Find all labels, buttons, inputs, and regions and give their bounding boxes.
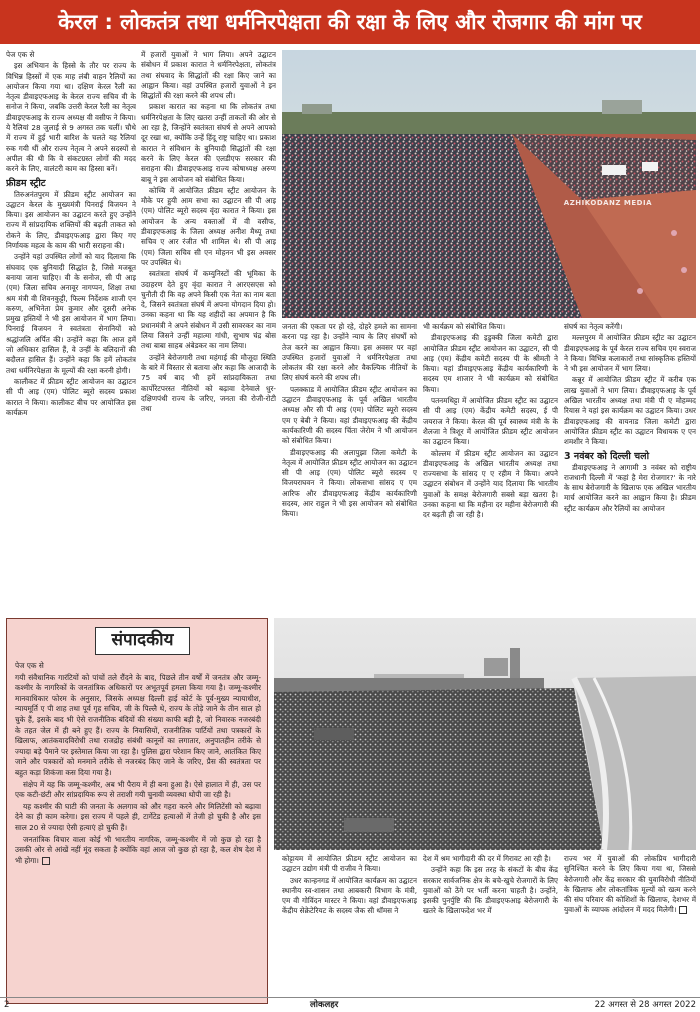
article-paragraph: मल्लपुरम में आयोजित फ्रीडम स्ट्रीट का उद्घाटन डीवाइएफआइ के पूर्व केरल राज्य सचिव एम स्वराज ने किया। विभिन्न कलाकारों तथा सांस्कृतिक हस्तियों ने भी इस आयोजन में भाग लिया। [564,333,696,374]
photo-watermark: AZHIKODANZ MEDIA [563,199,652,207]
article-paragraph: कन्नूर में आयोजित फ्रीडम स्ट्रीट में करीब एक लाख युवाओं ने भाग लिया। डीवाइएफआइ के पूर्व अखिल भारतीय अध्यक्ष तथा मंत्री पी ए मोहम्मद रियास ने यहां इस कार्यक्रम का उद्घाटन किया। उधर डीवाइएफआइ की वायनाड जिला कमेटी द्वारा आयोजित फ्रीडम स्ट्रीट का उद्घाटन विधायक ए एन शमशीर ने किया। [564,375,696,447]
article-paragraph: भी कार्यक्रम को संबोधित किया। [423,322,506,331]
article-paragraph: कोच्चि में आयोजित फ्रीडम स्ट्रीट आयोजन के मौके पर हुयी आम सभा का उद्घाटन सी पी आइ (एम) पोलिट ब्यूरो सदस्य वृंदा कारात ने किया। इस आयोजन के अन्य वक्ताओं में वी वसीफ, डीवाइएफआइ के जिला अध्यक्ष अनीश मैथ्यू तथा सचिव ए आर रंजीत भी शामिल थे। सी पी आइ (एम) जिला सचिव सी एन मोहनन भी इस अवसर पर उपस्थित थे। [141,185,276,267]
end-mark-icon [42,857,50,865]
editorial-last-text: जनतांत्रिक विचार वाला कोई भी भारतीय नागरिक, जम्मू-कश्मीर में जो कुछ हो रहा है उसकी ओर से आंखें नहीं मूंद सकता है क्योंकि वहां आज जो कुछ हो रहा है, कल शेष देश में भी होगा। [15,834,261,865]
issue-date-range: 22 अगस्त से 28 अगस्त 2022 [594,1000,696,1010]
subheading-freedom-street: फ्रीडम स्ट्रीट [6,177,46,189]
continued-from-note: पेज एक से [6,50,35,59]
article-column-5 [564,322,696,610]
article-column-8 [564,854,696,994]
editorial-paragraph [15,835,261,867]
headline: केरल : लोकतंत्र तथा धर्मनिरपेक्षता की रक्षा के लिए और रोजगार की मांग पर [0,0,700,44]
article-paragraph: तिरुअनंतपुरम में फ्रीडम स्ट्रीट आयोजन का उद्घाटन केरल के मुख्यमंत्री पिनराई विजयन ने किया। इस आयोजन का उद्घाटन करते हुए उन्होंने राज्य में सांप्रदायिक शक्तियों की बढ़ती ताकत को रोकने के लिए, डीवाइएफआइ द्वारा किए गए निर्णायक महत्व के काम की भारी सराहना की। [6,189,136,251]
article-paragraph: इस अभियान के हिस्से के तौर पर राज्य के विभिन्न हिस्सों में एक माह लंबी वाहन रैलियों का आयोजन किया गया था। दक्षिण केरल रैली का नेतृत्व डीवाइएफआइ के केरल राज्य सचिव वी के सनोज ने किया, जबकि उत्तरी केरल रैली का नेतृत्व डीवाइएफआइ के राज्य अध्यक्ष वी वसीफ ने किया। ये रैलियां 28 जुलाई से 9 अगस्त तक चलीं। चौथे में राज्य में हुई भारी बारिश के चलते यह रैलियां रुक गयी थीं और राज्य नेतृत्व ने अपने सदस्यों से अपील की थी कि वे संकटग्रस्त लोगों की मदद करने के लिए, वालंटरी काम का हिस्सा बनें। [6,61,136,174]
publication-name: लोकलहर [310,1000,339,1010]
editorial-title: संपादकीय [111,630,174,650]
article-paragraph: उधर कान्हनगड में आयोजित कार्यक्रम का उद्घाटन स्थानीय स्व-शासन तथा आबकारी विभाग के मंत्री, एम वी गोविंदन मास्टर ने किया। वहां डीवाइएफआइ केंद्रीय सेक्रेटेरियट के सदस्य जैक सी थॉमस ने [282,875,417,916]
article-column-1 [6,50,136,610]
article-paragraph: डीवाइएफआइ की इडुक्की जिला कमेटी द्वारा आयोजित फ्रीडम स्ट्रीट आयोजन का उद्घाटन, सी पी आइ (एम) केंद्रीय कमेटी सदस्य पी के श्रीमती ने किया। यहां डीवाइएफआइ केंद्रीय कार्यकारिणी के सदस्य एम शाजार ने भी कार्यक्रम को संबोधित किया। [423,333,558,394]
continued-from-note: पेज एक से [15,661,44,670]
article-paragraph: उन्होंने कहा कि इस तरह के संकटों के बीच केंद्र सरकार सार्वजनिक क्षेत्र के बचे-खुचे रोजगारों के लिए युवाओं को ठेंगे पर भर्ती करना चाहती है। उन्होंने, इसकी पुनर्पुष्टि की कि डीवाइएफआइ बेरोजगारी के खतरे के खिलाफदेश भर में [423,865,558,916]
editorial-paragraph: यह कश्मीर की घाटी की जनता के अलगाव को और गहरा करने और मिलिटेंसी को बढ़ावा देने का ही काम करेगा। इस राज्य में पहले ही, टार्गेटेड हत्याओं में तेजी हो चुकी है और इस साल 20 से ज्यादा ऐसी हत्याएं हो चुकी हैं। [15,801,261,832]
page-number: 2 [4,1000,10,1010]
article-column-2 [141,50,276,610]
editorial-body [15,661,261,1001]
article-paragraph: डीवाइएफआइ की अलापुझा जिला कमेटी के नेतृत्व में आयोजित फ्रीडम स्ट्रीट आयोजन का उद्घाटन सी पी आइ (एम) पोलिट ब्यूरो सदस्य ए विजयराघवन ने किया। लोकसभा सांसद ए एम आरिफ और डीवाइएफआइ केंद्रीय कार्यकारिणी सदस्य, आर राहुल ने भी इस आयोजन को संबोधित किया। [282,447,417,519]
crowd-photo-bottom [274,618,696,850]
page-footer [0,997,700,1012]
article-paragraph: प्रकाश कारात का कहना था कि लोकतंत्र तथा धर्मनिरपेक्षता के लिए खतरा उन्हीं ताकतों की ओर से आ रहा है, जिन्होंने स्वतंत्रता संघर्ष से अपने आपको दूर रखा था, क्योंकि उन्हें हिंदू राष्ट्र चाहिए था। प्रकाश कारात ने संविधान के बुनियादी सिद्धांतों की रक्षा करने के लिए केरल की एलडीएफ सरकार की सराहना की। डीवाइएफआइ राज्य कोषाध्यक्ष अरुण बाबू ने इस आयोजन को संबोधित किया। [141,102,276,184]
article-paragraph: जनता की एकता पर हो रहे, दोहरे हमले का सामना करना पड़ रहा है। उन्होंने न्याय के लिए संघर्षों को तेज करने का आह्वान किया। इस अवसर पर वहां उपस्थित हजारों युवाओं ने धर्मनिरपेक्षता तथा लोकतंत्र की रक्षा करने और वैकल्पिक नीतियों के लिए संघर्ष करने की शपथ ली। [282,322,417,383]
article-paragraph: स्वतंत्रता संघर्ष में कम्युनिस्टों की भूमिका के उदाहरण देते हुए वृंदा कारात ने आरएसएस को चुनौती दी कि वह अपने किसी एक नेता का नाम बता दे, जिसने स्वतंत्रता संघर्ष में अपना योगदान दिया हो। उनका कहना था कि यह शहीदों का अपमान है कि प्रधानमंत्री ने अपने संबोधन में उसी सावरकर का नाम लिया जिसने उन्हीं महात्मा गांधी, सुभाष चंद्र बोस तथा बाबा साहब अंबेडकर का नाम लिया। [141,269,276,351]
article-paragraph [564,854,696,916]
article-paragraph: उन्होंने यहां उपस्थित लोगों को याद दिलाया कि संघवाद एक बुनियादी सिद्धांत है, जिसे मजबूत बनाया जाना चाहिए। वी के सनोज, सी पी आइ (एम) जिला सचिव अनावूर नागप्पन, शिक्षा तथा श्रम मंत्री वी शिवनकुट्टी, फिल्म निर्देशक शाजी एन करुण, अभिनेता प्रेम कुमार और दूसरी अनेक प्रमुख हस्तियों ने भी इस आयोजन में भाग लिया। पिनराई विजयन ने स्वतंत्रता सेनानियों को श्रद्धांजलि अर्पित की। उन्होंने कहा कि आज हमें जो अधिकार हासिल हैं, वे उन्हीं के बलिदानों की बदौलत हासिल हैं। उन्होंने कहा कि हमें लोकतंत्र तथा धर्मनिरपेक्षता के मूल्यों की रक्षा करनी होगी। [6,252,136,375]
editorial-title-frame [95,627,190,655]
article-paragraph: देश में श्रम भागीदारी की दर में गिरावट आ रही है। [423,854,551,863]
article-column-7 [423,854,558,994]
article-paragraph: संघर्ष का नेतृत्व करेंगी। [564,322,623,331]
article-column-6 [282,854,417,994]
article-paragraph: पतनमथिट्टा में आयोजित फ्रीडम स्ट्रीट का उद्घाटन सी पी आइ (एम) केंद्रीय कमेटी सदस्य, ई पी जयराज ने किया। केरल की पूर्व स्वास्थ्य मंत्री के के शैलजा ने त्रिशूर में आयोजित फ्रीडम स्ट्रीट आयोजन का उद्घाटन किया। [423,396,558,447]
article-paragraph: उन्होंने बेरोजगारी तथा महंगाई की मौजूदा स्थिति के बारे में विस्तार से बताया और कहा कि आजादी के 75 वर्ष बाद भी हमें सांप्रदायिकता तथा कार्पोरेटपरस्त नीतियों को बढ़ावा देनेवाले धुर-दक्षिणपंथी राज्य के जरिए, जनता की रोजी-रोटी तथा [141,352,276,414]
end-mark-icon [679,906,687,914]
article-paragraph: कालीकट में फ्रीडम स्ट्रीट आयोजन का उद्घाटन सी पी आइ (एम) पोलिट ब्यूरो सदस्य प्रकाश कारात ने किया। कालीकट बीच पर आयोजित इस कार्यक्रम [6,376,136,417]
subheading-delhi-chalo: 3 नवंबर को दिल्ली चलो [564,450,650,462]
article-paragraph: कोट्टायम में आयोजित फ्रीडम स्ट्रीट आयोजन का उद्घाटन उद्योग मंत्री पी राजीव ने किया। [282,854,417,874]
article-column-4 [423,322,558,610]
article-paragraph: कोल्लम में फ्रीडम स्ट्रीट आयोजन का उद्घाटन डीवाइएफआइ के अखिल भारतीय अध्यक्ष तथा राज्यसभा के सांसद ए ए रहीम ने किया। अपने उद्घाटन संबोधन में उन्होंने याद दिलाया कि भारतीय युवाओं के समक्ष बेरोजगारी सबसे बड़ा खतरा है। उनका कहना था कि महीना दर महीना बेरोजगारी की दर बढ़ती ही जा रही है। [423,448,558,520]
article-paragraph: में हजारों युवाओं ने भाग लिया। अपने उद्घाटन संबोधन में प्रकाश कारात ने धर्मनिरपेक्षता, लोकतंत्र तथा संघवाद के सिद्धांतों की रक्षा किए जाने का आह्वान किया। वहां उपस्थित हजारों युवाओं ने इन सिद्धांतों की रक्षा करने की शपथ ली। [141,50,276,101]
article-paragraph: डीवाइएफआइ ने आगामी 3 नवंबर को राष्ट्रीय राजधानी दिल्ली में 'कहां है मेरा रोजगार?' के नारे के साथ बेरोजगारी के खिलाफ एक अखिल भारतीय मार्च आयोजित करने का आह्वान किया है। फ्रीडम स्ट्रीट कार्यक्रम और रैलियों का आयोजन [564,462,696,513]
editorial-paragraph: संक्षेप में यह कि जम्मू-कश्मीर, अब भी पैराय में ही बना हुआ है। ऐसे हालात में ही, उस पर एक कटी-छंटी और सांप्रदायिक रूप से तराशी गयी चुनावी व्यवस्था थोपी जा रही है। [15,779,261,800]
article-last-text: राज्य भर में युवाओं की लोकप्रिय भागीदारी सुनिश्चित करने के लिए किया गया था, जिससे बेरोजगारी और केंद्र सरकार की युवाविरोधी नीतियों के खिलाफ और लोकतांत्रिक मूल्यों को खत्म करने की संघ परिवार की कोशिशों के खिलाफ, देशभर में युवाओं के व्यापक आंदोलन में मदद मिलेगी। [564,854,696,915]
editorial-paragraph: गयी संवैधानिक गारंटियों को पांचों तले रौंदने के बाद, पिछले तीन वर्षों में जनतंत्र और जम्मू-कश्मीर के नागरिकों के जनतांत्रिक अधिकारों पर अभूतपूर्व हमला किया गया है। जम्मू-कश्मीर मानवाधिकार फोरम के अनुसार, जिसके अध्यक्ष दिल्ली हाई कोर्ट के पूर्व-मुख्य न्यायाधीश, न्यायमूर्ति ए पी शाह तथा पूर्व गृह सचिव, जी के पिल्लै थे, राज्य के तोड़े जाने के तीन साल हो चुके हैं, इसके बाद भी ऐसे राजनीतिक बंदियों की संख्या काफी बड़ी है, जो निवारक नजरबंदी के तहत जेल में ही बने हुए हैं। राज्य के निवासियों, राजनीतिक पार्टियों तथा पत्रकारों के खिलाफ, आतंकवादविरोधी तथा राजद्रोह संबंधी कानूनों का लगातार, अनुपातहीन तरीके से ज्यादा बड़े पैमाने पर इस्तेमाल किया जा रहा है। पुलिस द्वारा परेशान किए जाने, आतंकित किए जाने और पत्रकारों को मनमाने तरीके से नजरबंद किए जाने के जरिए, प्रैस की स्वतंत्रता पर बहुत कड़ा शिकंजा कस दिया गया है। [15,672,261,777]
article-paragraph: पलक्काड में आयोजित फ्रीडम स्ट्रीट आयोजन का उद्घाटन डीवाइएफआइ के पूर्व अखिल भारतीय अध्यक्ष और सी पी आइ (एम) पोलिट ब्यूरो सदस्य एम ए बेबी ने किया। वहां डीवाइएफआइ की केंद्रीय कार्यकारिणी की सदस्य चिंता जेरोम ने भी आयोजन को संबोधित किया। [282,384,417,446]
article-column-3 [282,322,417,610]
editorial-box [6,618,268,1004]
crowd-photo-top [282,50,696,318]
